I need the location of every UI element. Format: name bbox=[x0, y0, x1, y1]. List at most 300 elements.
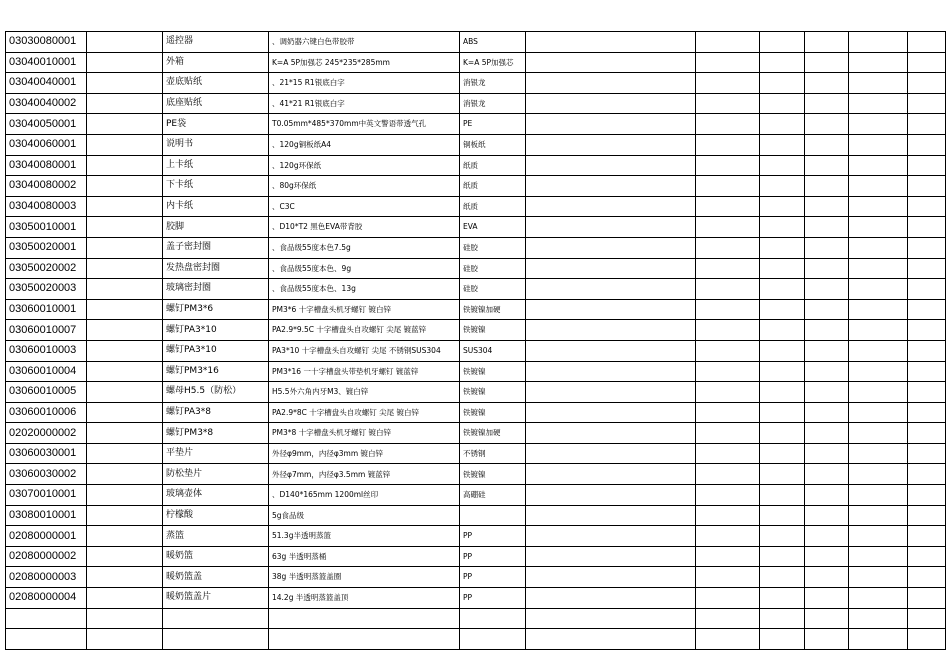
empty-cell[interactable] bbox=[908, 464, 946, 485]
empty-cell[interactable] bbox=[87, 155, 163, 176]
empty-cell[interactable] bbox=[908, 32, 946, 53]
material-cell[interactable]: 铁镀镍加硬 bbox=[460, 299, 526, 320]
empty-cell[interactable] bbox=[805, 588, 849, 609]
empty-cell[interactable] bbox=[696, 320, 760, 341]
spec-cell[interactable]: 、D10*T2 黑色EVA带背胶 bbox=[269, 217, 460, 238]
part-name-cell[interactable]: 盖子密封圈 bbox=[163, 237, 269, 258]
empty-cell[interactable] bbox=[908, 485, 946, 506]
part-name-cell[interactable]: 螺钉PM3*6 bbox=[163, 299, 269, 320]
part-name-cell[interactable]: 防松垫片 bbox=[163, 464, 269, 485]
empty-cell[interactable] bbox=[760, 340, 805, 361]
empty-cell[interactable] bbox=[526, 258, 696, 279]
material-cell[interactable]: 铁镀镍 bbox=[460, 402, 526, 423]
empty-cell[interactable] bbox=[526, 443, 696, 464]
empty-cell[interactable] bbox=[526, 382, 696, 403]
empty-cell[interactable] bbox=[696, 279, 760, 300]
empty-cell[interactable] bbox=[526, 52, 696, 73]
spec-cell[interactable]: 51.3g半透明蒸篮 bbox=[269, 526, 460, 547]
spec-cell[interactable]: 、C3C bbox=[269, 196, 460, 217]
empty-cell[interactable] bbox=[87, 279, 163, 300]
empty-cell[interactable] bbox=[760, 526, 805, 547]
empty-cell[interactable] bbox=[849, 52, 908, 73]
empty-cell[interactable] bbox=[526, 546, 696, 567]
empty-cell[interactable] bbox=[696, 423, 760, 444]
empty-cell[interactable] bbox=[908, 588, 946, 609]
part-code-cell[interactable] bbox=[6, 629, 87, 650]
material-cell[interactable]: PE bbox=[460, 114, 526, 135]
empty-cell[interactable] bbox=[87, 402, 163, 423]
empty-cell[interactable] bbox=[849, 279, 908, 300]
empty-cell[interactable] bbox=[760, 258, 805, 279]
spec-cell[interactable]: 63g 半透明蒸桶 bbox=[269, 546, 460, 567]
spec-cell[interactable]: 、120g铜板纸A4 bbox=[269, 134, 460, 155]
spec-cell[interactable]: 、21*15 R1银底白字 bbox=[269, 73, 460, 94]
empty-cell[interactable] bbox=[805, 279, 849, 300]
material-cell[interactable] bbox=[460, 505, 526, 526]
empty-cell[interactable] bbox=[805, 340, 849, 361]
empty-cell[interactable] bbox=[908, 299, 946, 320]
spec-cell[interactable]: 、食品级55度本色7.5g bbox=[269, 237, 460, 258]
part-name-cell[interactable]: 暖奶篮盖 bbox=[163, 567, 269, 588]
spec-cell[interactable] bbox=[269, 629, 460, 650]
empty-cell[interactable] bbox=[760, 546, 805, 567]
spec-cell[interactable]: 外径φ9mm，内径φ3mm 镀白锌 bbox=[269, 443, 460, 464]
empty-cell[interactable] bbox=[696, 32, 760, 53]
empty-cell[interactable] bbox=[849, 134, 908, 155]
part-code-cell[interactable]: 02080000004 bbox=[6, 588, 87, 609]
empty-cell[interactable] bbox=[908, 423, 946, 444]
empty-cell[interactable] bbox=[696, 464, 760, 485]
empty-cell[interactable] bbox=[908, 176, 946, 197]
empty-cell[interactable] bbox=[696, 237, 760, 258]
empty-cell[interactable] bbox=[760, 155, 805, 176]
spec-cell[interactable]: 、食品级55度本色、13g bbox=[269, 279, 460, 300]
empty-cell[interactable] bbox=[908, 279, 946, 300]
empty-cell[interactable] bbox=[526, 114, 696, 135]
empty-cell[interactable] bbox=[526, 464, 696, 485]
empty-cell[interactable] bbox=[526, 237, 696, 258]
empty-cell[interactable] bbox=[526, 340, 696, 361]
empty-cell[interactable] bbox=[696, 402, 760, 423]
part-name-cell[interactable]: 螺钉PA3*10 bbox=[163, 340, 269, 361]
empty-cell[interactable] bbox=[908, 73, 946, 94]
empty-cell[interactable] bbox=[87, 443, 163, 464]
part-code-cell[interactable]: 03050020003 bbox=[6, 279, 87, 300]
empty-cell[interactable] bbox=[87, 526, 163, 547]
empty-cell[interactable] bbox=[696, 526, 760, 547]
material-cell[interactable]: PP bbox=[460, 588, 526, 609]
part-code-cell[interactable]: 03040040001 bbox=[6, 73, 87, 94]
empty-cell[interactable] bbox=[526, 93, 696, 114]
material-cell[interactable]: PP bbox=[460, 526, 526, 547]
part-code-cell[interactable]: 03060030002 bbox=[6, 464, 87, 485]
empty-cell[interactable] bbox=[760, 382, 805, 403]
empty-cell[interactable] bbox=[805, 361, 849, 382]
empty-cell[interactable] bbox=[696, 114, 760, 135]
part-code-cell[interactable]: 03060010005 bbox=[6, 382, 87, 403]
empty-cell[interactable] bbox=[908, 134, 946, 155]
part-code-cell[interactable]: 02080000003 bbox=[6, 567, 87, 588]
empty-cell[interactable] bbox=[805, 258, 849, 279]
empty-cell[interactable] bbox=[849, 361, 908, 382]
part-name-cell[interactable]: 上卡纸 bbox=[163, 155, 269, 176]
empty-cell[interactable] bbox=[849, 629, 908, 650]
empty-cell[interactable] bbox=[908, 196, 946, 217]
empty-cell[interactable] bbox=[526, 567, 696, 588]
part-name-cell[interactable]: 遥控器 bbox=[163, 32, 269, 53]
empty-cell[interactable] bbox=[908, 217, 946, 238]
spec-cell[interactable]: PM3*8 十字槽盘头机牙螺钉 镀白锌 bbox=[269, 423, 460, 444]
part-code-cell[interactable]: 02080000002 bbox=[6, 546, 87, 567]
part-name-cell[interactable]: 螺钉PA3*10 bbox=[163, 320, 269, 341]
material-cell[interactable] bbox=[460, 608, 526, 629]
empty-cell[interactable] bbox=[908, 608, 946, 629]
spec-cell[interactable]: PA2.9*9.5C 十字槽盘头自攻螺钉 尖尾 镀蓝锌 bbox=[269, 320, 460, 341]
empty-cell[interactable] bbox=[760, 196, 805, 217]
empty-cell[interactable] bbox=[805, 505, 849, 526]
empty-cell[interactable] bbox=[526, 73, 696, 94]
part-code-cell[interactable]: 02020000002 bbox=[6, 423, 87, 444]
part-name-cell[interactable]: 螺钉PA3*8 bbox=[163, 402, 269, 423]
empty-cell[interactable] bbox=[760, 361, 805, 382]
empty-cell[interactable] bbox=[526, 176, 696, 197]
empty-cell[interactable] bbox=[526, 299, 696, 320]
empty-cell[interactable] bbox=[849, 32, 908, 53]
part-name-cell[interactable]: 暖奶篮盖片 bbox=[163, 588, 269, 609]
empty-cell[interactable] bbox=[760, 485, 805, 506]
empty-cell[interactable] bbox=[87, 567, 163, 588]
spec-cell[interactable]: PM3*6 十字槽盘头机牙螺钉 镀白锌 bbox=[269, 299, 460, 320]
material-cell[interactable] bbox=[460, 629, 526, 650]
empty-cell[interactable] bbox=[760, 443, 805, 464]
part-code-cell[interactable]: 03040040002 bbox=[6, 93, 87, 114]
material-cell[interactable]: EVA bbox=[460, 217, 526, 238]
spec-cell[interactable]: 14.2g 半透明蒸篮盖顶 bbox=[269, 588, 460, 609]
empty-cell[interactable] bbox=[87, 52, 163, 73]
material-cell[interactable]: 铁镀镍 bbox=[460, 464, 526, 485]
spec-cell[interactable]: H5.5外六角内牙M3、镀白锌 bbox=[269, 382, 460, 403]
empty-cell[interactable] bbox=[760, 299, 805, 320]
empty-cell[interactable] bbox=[87, 299, 163, 320]
part-code-cell[interactable]: 03040060001 bbox=[6, 134, 87, 155]
empty-cell[interactable] bbox=[849, 402, 908, 423]
part-name-cell[interactable]: 壶底贴纸 bbox=[163, 73, 269, 94]
spec-cell[interactable]: 、食品级55度本色、9g bbox=[269, 258, 460, 279]
empty-cell[interactable] bbox=[805, 320, 849, 341]
empty-cell[interactable] bbox=[805, 52, 849, 73]
empty-cell[interactable] bbox=[526, 423, 696, 444]
empty-cell[interactable] bbox=[87, 114, 163, 135]
part-name-cell[interactable]: 螺钉PM3*16 bbox=[163, 361, 269, 382]
part-code-cell[interactable]: 03050020002 bbox=[6, 258, 87, 279]
empty-cell[interactable] bbox=[849, 443, 908, 464]
empty-cell[interactable] bbox=[760, 32, 805, 53]
empty-cell[interactable] bbox=[696, 443, 760, 464]
part-code-cell[interactable]: 03050010001 bbox=[6, 217, 87, 238]
empty-cell[interactable] bbox=[760, 114, 805, 135]
empty-cell[interactable] bbox=[87, 505, 163, 526]
material-cell[interactable]: PP bbox=[460, 546, 526, 567]
material-cell[interactable]: SUS304 bbox=[460, 340, 526, 361]
part-name-cell[interactable]: 外箱 bbox=[163, 52, 269, 73]
empty-cell[interactable] bbox=[526, 485, 696, 506]
empty-cell[interactable] bbox=[696, 361, 760, 382]
spec-cell[interactable]: 38g 半透明蒸篮盖圈 bbox=[269, 567, 460, 588]
empty-cell[interactable] bbox=[760, 279, 805, 300]
empty-cell[interactable] bbox=[696, 217, 760, 238]
empty-cell[interactable] bbox=[760, 73, 805, 94]
empty-cell[interactable] bbox=[805, 485, 849, 506]
material-cell[interactable]: 硅胶 bbox=[460, 279, 526, 300]
part-code-cell[interactable]: 03060010001 bbox=[6, 299, 87, 320]
empty-cell[interactable] bbox=[526, 526, 696, 547]
empty-cell[interactable] bbox=[760, 588, 805, 609]
part-code-cell[interactable]: 03040010001 bbox=[6, 52, 87, 73]
empty-cell[interactable] bbox=[760, 93, 805, 114]
part-code-cell[interactable]: 02080000001 bbox=[6, 526, 87, 547]
empty-cell[interactable] bbox=[760, 423, 805, 444]
material-cell[interactable]: PP bbox=[460, 567, 526, 588]
material-cell[interactable]: ABS bbox=[460, 32, 526, 53]
spec-cell[interactable]: T0.05mm*485*370mm中英文警语带透气孔 bbox=[269, 114, 460, 135]
empty-cell[interactable] bbox=[908, 155, 946, 176]
part-name-cell[interactable]: 下卡纸 bbox=[163, 176, 269, 197]
part-name-cell[interactable]: 发热盘密封圈 bbox=[163, 258, 269, 279]
empty-cell[interactable] bbox=[908, 505, 946, 526]
part-name-cell[interactable]: 玻璃壶体 bbox=[163, 485, 269, 506]
empty-cell[interactable] bbox=[526, 608, 696, 629]
part-code-cell[interactable]: 03060010003 bbox=[6, 340, 87, 361]
empty-cell[interactable] bbox=[760, 176, 805, 197]
part-name-cell[interactable]: 暖奶篮 bbox=[163, 546, 269, 567]
part-code-cell[interactable]: 03060010004 bbox=[6, 361, 87, 382]
spec-cell[interactable]: 、120g环保纸 bbox=[269, 155, 460, 176]
spec-cell[interactable]: 、80g环保纸 bbox=[269, 176, 460, 197]
empty-cell[interactable] bbox=[526, 217, 696, 238]
empty-cell[interactable] bbox=[760, 134, 805, 155]
empty-cell[interactable] bbox=[805, 93, 849, 114]
empty-cell[interactable] bbox=[87, 464, 163, 485]
empty-cell[interactable] bbox=[849, 217, 908, 238]
spec-cell[interactable]: PA3*10 十字槽盘头自攻螺钉 尖尾 不锈钢SUS304 bbox=[269, 340, 460, 361]
empty-cell[interactable] bbox=[849, 382, 908, 403]
empty-cell[interactable] bbox=[805, 155, 849, 176]
empty-cell[interactable] bbox=[760, 320, 805, 341]
part-code-cell[interactable]: 03060010006 bbox=[6, 402, 87, 423]
empty-cell[interactable] bbox=[849, 93, 908, 114]
part-code-cell[interactable]: 03040080002 bbox=[6, 176, 87, 197]
empty-cell[interactable] bbox=[696, 629, 760, 650]
part-name-cell[interactable] bbox=[163, 629, 269, 650]
empty-cell[interactable] bbox=[696, 382, 760, 403]
empty-cell[interactable] bbox=[87, 196, 163, 217]
part-name-cell[interactable]: PE袋 bbox=[163, 114, 269, 135]
empty-cell[interactable] bbox=[805, 32, 849, 53]
empty-cell[interactable] bbox=[526, 320, 696, 341]
part-name-cell[interactable]: 螺母H5.5（防松） bbox=[163, 382, 269, 403]
material-cell[interactable]: K=A 5P加强芯 bbox=[460, 52, 526, 73]
spec-cell[interactable] bbox=[269, 608, 460, 629]
part-name-cell[interactable]: 内卡纸 bbox=[163, 196, 269, 217]
empty-cell[interactable] bbox=[849, 546, 908, 567]
part-name-cell[interactable]: 说明书 bbox=[163, 134, 269, 155]
part-code-cell[interactable]: 03040050001 bbox=[6, 114, 87, 135]
part-code-cell[interactable]: 03070010001 bbox=[6, 485, 87, 506]
empty-cell[interactable] bbox=[908, 320, 946, 341]
empty-cell[interactable] bbox=[805, 134, 849, 155]
empty-cell[interactable] bbox=[805, 546, 849, 567]
empty-cell[interactable] bbox=[87, 485, 163, 506]
empty-cell[interactable] bbox=[805, 526, 849, 547]
empty-cell[interactable] bbox=[87, 73, 163, 94]
spec-cell[interactable]: 5g食品级 bbox=[269, 505, 460, 526]
spec-cell[interactable]: 外径φ7mm，内径φ3.5mm 镀蓝锌 bbox=[269, 464, 460, 485]
empty-cell[interactable] bbox=[760, 505, 805, 526]
empty-cell[interactable] bbox=[849, 505, 908, 526]
empty-cell[interactable] bbox=[760, 52, 805, 73]
empty-cell[interactable] bbox=[526, 155, 696, 176]
empty-cell[interactable] bbox=[760, 464, 805, 485]
empty-cell[interactable] bbox=[849, 73, 908, 94]
empty-cell[interactable] bbox=[849, 588, 908, 609]
empty-cell[interactable] bbox=[87, 546, 163, 567]
empty-cell[interactable] bbox=[849, 299, 908, 320]
part-name-cell[interactable]: 底座贴纸 bbox=[163, 93, 269, 114]
empty-cell[interactable] bbox=[526, 32, 696, 53]
empty-cell[interactable] bbox=[526, 196, 696, 217]
empty-cell[interactable] bbox=[696, 73, 760, 94]
material-cell[interactable]: 不锈钢 bbox=[460, 443, 526, 464]
empty-cell[interactable] bbox=[805, 73, 849, 94]
empty-cell[interactable] bbox=[87, 423, 163, 444]
empty-cell[interactable] bbox=[696, 258, 760, 279]
empty-cell[interactable] bbox=[849, 320, 908, 341]
empty-cell[interactable] bbox=[87, 320, 163, 341]
empty-cell[interactable] bbox=[696, 546, 760, 567]
empty-cell[interactable] bbox=[908, 93, 946, 114]
empty-cell[interactable] bbox=[849, 567, 908, 588]
empty-cell[interactable] bbox=[805, 402, 849, 423]
empty-cell[interactable] bbox=[526, 279, 696, 300]
material-cell[interactable]: 纸质 bbox=[460, 176, 526, 197]
empty-cell[interactable] bbox=[805, 176, 849, 197]
material-cell[interactable]: 硅胶 bbox=[460, 237, 526, 258]
empty-cell[interactable] bbox=[87, 93, 163, 114]
part-code-cell[interactable]: 03060010007 bbox=[6, 320, 87, 341]
empty-cell[interactable] bbox=[908, 526, 946, 547]
empty-cell[interactable] bbox=[696, 155, 760, 176]
material-cell[interactable]: 铁镀镍 bbox=[460, 361, 526, 382]
part-name-cell[interactable]: 胶脚 bbox=[163, 217, 269, 238]
empty-cell[interactable] bbox=[805, 299, 849, 320]
empty-cell[interactable] bbox=[87, 237, 163, 258]
empty-cell[interactable] bbox=[805, 382, 849, 403]
empty-cell[interactable] bbox=[908, 52, 946, 73]
empty-cell[interactable] bbox=[849, 196, 908, 217]
empty-cell[interactable] bbox=[908, 114, 946, 135]
empty-cell[interactable] bbox=[696, 588, 760, 609]
empty-cell[interactable] bbox=[87, 32, 163, 53]
empty-cell[interactable] bbox=[908, 340, 946, 361]
empty-cell[interactable] bbox=[908, 361, 946, 382]
empty-cell[interactable] bbox=[805, 217, 849, 238]
material-cell[interactable]: 铁镀镍加硬 bbox=[460, 423, 526, 444]
spec-cell[interactable]: PA2.9*8C 十字槽盘头自攻螺钉 尖尾 镀白锌 bbox=[269, 402, 460, 423]
spec-cell[interactable]: K=A 5P加强芯 245*235*285mm bbox=[269, 52, 460, 73]
part-name-cell[interactable]: 平垫片 bbox=[163, 443, 269, 464]
material-cell[interactable]: 纸质 bbox=[460, 196, 526, 217]
empty-cell[interactable] bbox=[908, 402, 946, 423]
empty-cell[interactable] bbox=[87, 176, 163, 197]
material-cell[interactable]: 纸质 bbox=[460, 155, 526, 176]
part-code-cell[interactable]: 03030080001 bbox=[6, 32, 87, 53]
empty-cell[interactable] bbox=[849, 340, 908, 361]
empty-cell[interactable] bbox=[805, 443, 849, 464]
part-code-cell[interactable]: 03080010001 bbox=[6, 505, 87, 526]
empty-cell[interactable] bbox=[760, 567, 805, 588]
empty-cell[interactable] bbox=[87, 629, 163, 650]
empty-cell[interactable] bbox=[87, 134, 163, 155]
empty-cell[interactable] bbox=[526, 134, 696, 155]
empty-cell[interactable] bbox=[805, 464, 849, 485]
empty-cell[interactable] bbox=[526, 629, 696, 650]
empty-cell[interactable] bbox=[849, 485, 908, 506]
spec-cell[interactable]: 、41*21 R1银底白字 bbox=[269, 93, 460, 114]
empty-cell[interactable] bbox=[849, 176, 908, 197]
empty-cell[interactable] bbox=[849, 155, 908, 176]
empty-cell[interactable] bbox=[87, 382, 163, 403]
empty-cell[interactable] bbox=[805, 114, 849, 135]
empty-cell[interactable] bbox=[696, 340, 760, 361]
empty-cell[interactable] bbox=[696, 176, 760, 197]
part-name-cell[interactable] bbox=[163, 608, 269, 629]
empty-cell[interactable] bbox=[87, 340, 163, 361]
empty-cell[interactable] bbox=[805, 567, 849, 588]
material-cell[interactable]: 铜板纸 bbox=[460, 134, 526, 155]
empty-cell[interactable] bbox=[696, 485, 760, 506]
empty-cell[interactable] bbox=[805, 423, 849, 444]
spec-cell[interactable]: PM3*16 一十字槽盘头带垫机牙螺钉 镀蓝锌 bbox=[269, 361, 460, 382]
empty-cell[interactable] bbox=[760, 608, 805, 629]
empty-cell[interactable] bbox=[696, 505, 760, 526]
empty-cell[interactable] bbox=[908, 237, 946, 258]
part-name-cell[interactable]: 蒸篮 bbox=[163, 526, 269, 547]
empty-cell[interactable] bbox=[87, 258, 163, 279]
empty-cell[interactable] bbox=[87, 588, 163, 609]
part-code-cell[interactable]: 03050020001 bbox=[6, 237, 87, 258]
empty-cell[interactable] bbox=[805, 196, 849, 217]
empty-cell[interactable] bbox=[760, 237, 805, 258]
empty-cell[interactable] bbox=[87, 217, 163, 238]
spec-cell[interactable]: 、调奶器六键白色带胶带 bbox=[269, 32, 460, 53]
material-cell[interactable]: 消银龙 bbox=[460, 93, 526, 114]
empty-cell[interactable] bbox=[696, 52, 760, 73]
part-code-cell[interactable]: 03040080003 bbox=[6, 196, 87, 217]
empty-cell[interactable] bbox=[696, 93, 760, 114]
empty-cell[interactable] bbox=[526, 505, 696, 526]
empty-cell[interactable] bbox=[805, 629, 849, 650]
spec-cell[interactable]: 、D140*165mm 1200ml丝印 bbox=[269, 485, 460, 506]
empty-cell[interactable] bbox=[696, 196, 760, 217]
empty-cell[interactable] bbox=[908, 629, 946, 650]
material-cell[interactable]: 硅胶 bbox=[460, 258, 526, 279]
empty-cell[interactable] bbox=[849, 464, 908, 485]
empty-cell[interactable] bbox=[908, 546, 946, 567]
empty-cell[interactable] bbox=[696, 567, 760, 588]
empty-cell[interactable] bbox=[849, 526, 908, 547]
part-name-cell[interactable]: 螺钉PM3*8 bbox=[163, 423, 269, 444]
empty-cell[interactable] bbox=[849, 237, 908, 258]
